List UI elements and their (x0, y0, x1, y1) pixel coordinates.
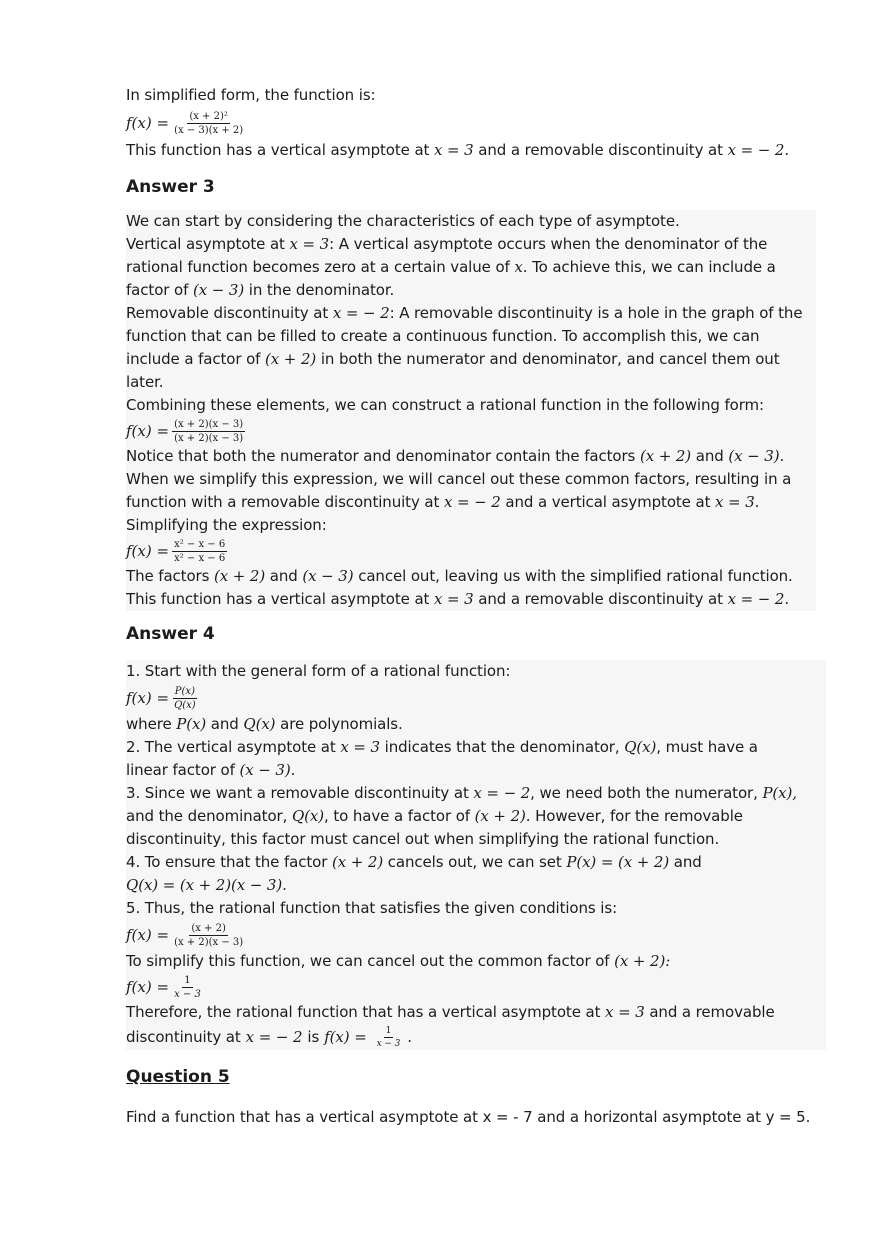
text-span: where (126, 715, 172, 733)
text-span: : A vertical asymptote occurs when the denominator of the (329, 235, 768, 253)
math-span: x = 3 (605, 1003, 645, 1021)
fraction-denominator: x² − x − 6 (174, 552, 226, 564)
equation-fraction (172, 419, 245, 444)
math-span: (x − 3). (239, 761, 296, 779)
text-span: in the denominator. (248, 281, 395, 299)
text-span: . To achieve this, we can include a (522, 258, 776, 276)
math-span: (x − 3). (728, 447, 785, 465)
answer-3-line (126, 279, 816, 302)
math-span: x (514, 258, 523, 276)
text-span: and a vertical asymptote at (505, 493, 711, 511)
fraction-numerator: (x + 2) (191, 922, 226, 934)
text-span: discontinuity at (126, 1027, 241, 1046)
answer-3-line: Simplifying the expression: (126, 516, 327, 534)
math-span: (x − 3) (302, 567, 354, 585)
math-span: x = 3 (434, 141, 474, 159)
text-span: 3. Since we want a removable discontinuity at (126, 784, 469, 802)
text-span: factor of (126, 281, 189, 299)
equation-fraction (172, 975, 203, 1000)
math-span: x = 3 (340, 738, 380, 756)
math-span: Q(x) (291, 807, 325, 825)
answer-3-heading: Answer 3 (126, 177, 215, 197)
math-span: x = − 2 (245, 1027, 303, 1046)
answer-4-line (126, 950, 826, 973)
answer-3-line (126, 302, 816, 325)
text-span: cancels out, we can set (387, 853, 562, 871)
text-span: Vertical asymptote at (126, 235, 285, 253)
math-span: P(x), (762, 784, 797, 802)
text-span: rational function becomes zero at a certain value of (126, 258, 510, 276)
answer-4-line (126, 713, 826, 736)
inline-fraction (375, 1026, 403, 1049)
text-span: 4. To ensure that the factor (126, 853, 328, 871)
text-span: and a removable discontinuity at (478, 141, 723, 159)
text-span: 2. The vertical asymptote at (126, 738, 336, 756)
text-span: linear factor of (126, 761, 235, 779)
math-span: x = − 2 (473, 784, 531, 802)
math-span: (x + 2) (214, 567, 266, 585)
text-span: , must have a (656, 738, 758, 756)
equation-lhs: f(x) = (126, 978, 170, 996)
text-span: This function has a vertical asymptote at (126, 141, 430, 159)
answer-4-line (126, 1001, 826, 1024)
text-span: However, for the removable (535, 807, 743, 825)
answer-4-line (126, 759, 826, 782)
math-span: (x + 2): (614, 952, 671, 970)
answer-3-line (126, 256, 816, 279)
text-span: , to have a factor of (324, 807, 470, 825)
text-span: are polynomials. (280, 715, 403, 733)
text-span: in both the numerator and denominator, and cancel them out (320, 350, 780, 368)
answer-3-line (126, 588, 816, 611)
fraction-numerator: (x + 2)² (189, 110, 228, 122)
text-span: and (269, 567, 298, 585)
equation-lhs: f(x) = (126, 114, 170, 132)
simplified-intro: In simplified form, the function is: (126, 86, 376, 104)
equation-lhs: f(x) = (126, 542, 170, 560)
answer-3-line: We can start by considering the characteristics of each type of asymptote. (126, 212, 680, 230)
answer-4-line (126, 736, 826, 759)
fraction-denominator: x − 3 (376, 1038, 401, 1049)
answer-4-equation-1 (126, 683, 826, 713)
text-span: and the denominator, (126, 807, 288, 825)
answer-3-line (126, 565, 816, 588)
answer-4-line: 5. Thus, the rational function that satisfies the given conditions is: (126, 899, 618, 917)
answer-3-body (126, 210, 816, 611)
simplified-equation (126, 107, 789, 139)
fraction-denominator: x − 3 (174, 988, 201, 1000)
text-span: indicates that the denominator, (384, 738, 620, 756)
answer-4-line (126, 1024, 826, 1050)
fraction-denominator: (x − 3)(x + 2) (174, 124, 244, 136)
fraction-numerator: 1 (184, 974, 191, 986)
math-span: x = 3. (715, 493, 760, 511)
text-span: . (407, 1027, 412, 1046)
math-span: (x + 2) (331, 853, 384, 871)
answer-4-line (126, 851, 826, 874)
math-span: x = 3 (434, 590, 474, 608)
equation-fraction (172, 539, 227, 564)
text-span: and a removable (649, 1003, 775, 1021)
math-span: x = − 2. (727, 141, 789, 159)
text-span: cancel out, leaving us with the simplified rational function. (358, 567, 793, 585)
answer-3-line (126, 233, 816, 256)
equation-fraction (172, 111, 245, 136)
text-span: : A removable discontinuity is a hole in the graph of the (389, 304, 803, 322)
answer-4-body (126, 660, 826, 1050)
answer-3-line (126, 348, 816, 371)
answer-3-line: Combining these elements, we can construct a rational function in the following form: (126, 396, 765, 414)
text-span: Notice that both the numerator and denominator contain the factors (126, 447, 636, 465)
answer-3-line: function that can be filled to create a continuous function. To accomplish this, we can (126, 327, 760, 345)
math-span: Q(x) (624, 738, 657, 756)
math-span: (x + 2) (639, 447, 692, 465)
text-span: include a factor of (126, 350, 261, 368)
math-span: x = − 2 (332, 304, 390, 322)
answer-3-equation-2 (126, 537, 816, 565)
math-span: x = − 2. (727, 590, 789, 608)
text-span: is (307, 1027, 320, 1046)
answer-3-line: later. (126, 373, 164, 391)
text-span: This function has a vertical asymptote at (126, 590, 430, 608)
math-span: Q(x) (243, 715, 276, 733)
math-span: x = 3 (289, 235, 330, 253)
fraction-numerator: 1 (385, 1025, 392, 1036)
simplified-summary (126, 139, 789, 162)
fraction-numerator: P(x) (174, 685, 195, 697)
equation-lhs: f(x) = (126, 422, 170, 440)
answer-4-line (126, 805, 826, 828)
equation-fraction (172, 923, 245, 948)
fraction-numerator: (x + 2)(x − 3) (174, 418, 244, 430)
answer-4-equation-2 (126, 920, 826, 950)
question-5-text: Find a function that has a vertical asymptote at x = - 7 and a horizontal asymptote at y = 5. (126, 1108, 811, 1126)
answer-4-line (126, 874, 826, 897)
answer-3-equation-1 (126, 417, 816, 445)
math-span: (x + 2). (474, 807, 531, 825)
math-span: f(x) = (324, 1027, 367, 1046)
text-span: The factors (126, 567, 210, 585)
math-span: x = − 2 (443, 493, 501, 511)
answer-3-line (126, 445, 816, 468)
equation-fraction (172, 686, 198, 711)
text-span: , we need both the numerator, (530, 784, 758, 802)
text-span: To simplify this function, we can cancel out the common factor of (126, 952, 610, 970)
fraction-denominator: (x + 2)(x − 3) (174, 432, 244, 444)
math-span: P(x) (176, 715, 207, 733)
fraction-denominator: (x + 2)(x − 3) (174, 936, 244, 948)
answer-4-line (126, 782, 826, 805)
text-span: and a removable discontinuity at (478, 590, 723, 608)
text-span: and (695, 447, 724, 465)
fraction-numerator: x² − x − 6 (174, 538, 226, 550)
answer-4-line: discontinuity, this factor must cancel out when simplifying the rational function. (126, 830, 720, 848)
answer-3-line: When we simplify this expression, we will cancel out these common factors, resulting in a (126, 470, 792, 488)
math-span: (x − 3) (192, 281, 245, 299)
answer-4-line: 1. Start with the general form of a rational function: (126, 662, 511, 680)
equation-lhs: f(x) = (126, 689, 170, 707)
math-span: P(x) = (x + 2) (566, 853, 670, 871)
answer-4-equation-3 (126, 973, 826, 1001)
text-span: and (673, 853, 702, 871)
fraction-denominator: Q(x) (174, 699, 196, 711)
math-span: (x + 2) (265, 350, 317, 368)
answer-4-heading: Answer 4 (126, 624, 215, 644)
text-span: and (210, 715, 239, 733)
equation-lhs: f(x) = (126, 926, 170, 944)
question-5-heading: Question 5 (126, 1067, 230, 1087)
text-span: Therefore, the rational function that has a vertical asymptote at (126, 1003, 601, 1021)
math-span: Q(x) = (x + 2)(x − 3). (126, 876, 287, 894)
text-span: function with a removable discontinuity at (126, 493, 440, 511)
simplified-form-block (126, 84, 789, 162)
answer-3-line (126, 491, 816, 514)
text-span: Removable discontinuity at (126, 304, 329, 322)
